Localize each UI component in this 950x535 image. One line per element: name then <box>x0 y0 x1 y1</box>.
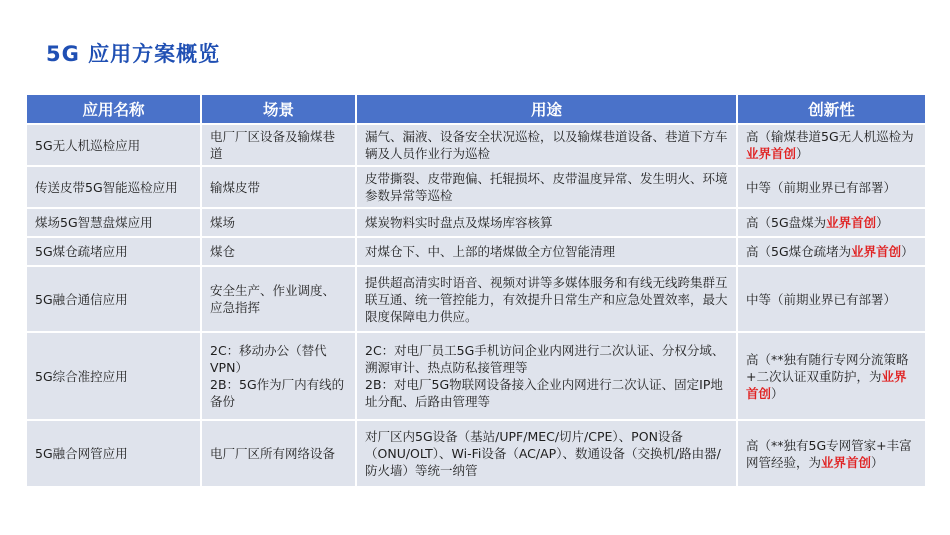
scene-cell <box>202 167 357 207</box>
app-name-cell: 5G煤仓疏堵应用 <box>27 238 202 265</box>
innovation-text: 中等（前期业界已有部署） <box>746 179 897 195</box>
page-title: 5G 应用方案概览 <box>46 42 221 66</box>
innovation-cell <box>738 267 925 331</box>
innovation-text-end: ） <box>901 244 914 259</box>
table-row <box>27 238 925 265</box>
industry-first-highlight: 业界首创 <box>746 368 907 401</box>
table-row <box>27 209 925 236</box>
usage-line: 2C：对电厂员工5G手机访问企业内网进行二次认证、分权分域、溯源审计、热点防私接管理等 <box>365 343 725 375</box>
innovation-text-end: ） <box>871 454 884 470</box>
usage-line: 2B：对电厂5G物联网设备接入企业内网进行二次认证、固定IP地址分配、后路由管理等 <box>365 377 723 409</box>
usage-line: 煤炭物料实时盘点及煤场库容核算 <box>365 215 553 230</box>
innovation-text: 中等（前期业界已有部署） <box>746 291 897 307</box>
usage-line: 漏气、漏液、设备安全状况巡检，以及输煤巷道设备、巷道下方车辆及人员作业行为巡检 <box>365 129 728 161</box>
app-name-cell: 煤场5G智慧盘煤应用 <box>27 209 202 236</box>
usage-cell <box>357 125 738 165</box>
table-row <box>27 421 925 486</box>
usage-line: 皮带撕裂、皮带跑偏、托辊损坏、皮带温度异常、发生明火、环境参数异常等巡检 <box>365 171 728 203</box>
header-scene: 场景 <box>202 95 357 123</box>
table-row <box>27 267 925 331</box>
usage-line: 提供超高清实时语音、视频对讲等多媒体服务和有线无线跨集群互联互通、统一管控能力，有效提升日常生产和应急处置效率，最大限度保障电力供应。 <box>365 274 728 324</box>
industry-first-highlight: 业界首创 <box>851 244 902 259</box>
usage-line: 对厂区内5G设备（基站/UPF/MEC/切片/CPE）、PON设备（ONU/OLT）、Wi-Fi设备（AC/AP）、数通设备（交换机/路由器/防火墙）等统一纳管 <box>365 429 721 478</box>
scene-line: 2C：移动办公（替代VPN） <box>210 343 327 375</box>
innovation-text-end: ） <box>771 385 784 401</box>
table-row <box>27 125 925 165</box>
usage-cell <box>357 209 738 236</box>
app-name-cell: 5G无人机巡检应用 <box>27 125 202 165</box>
scene-line: 2B：5G作为厂内有线的备份 <box>210 377 345 409</box>
innovation-cell <box>738 125 925 165</box>
table-row <box>27 333 925 419</box>
industry-first-highlight: 业界首创 <box>746 146 797 161</box>
innovation-cell <box>738 238 925 265</box>
innovation-cell <box>738 167 925 207</box>
innovation-text: 高（5G盘煤为 <box>746 215 827 230</box>
header-innovation: 创新性 <box>738 95 925 123</box>
app-name-cell: 5G融合通信应用 <box>27 267 202 331</box>
innovation-text-end: ） <box>796 146 809 161</box>
scene-cell <box>202 421 357 486</box>
scene-line: 煤场 <box>210 215 236 230</box>
table-row <box>27 167 925 207</box>
scene-line: 输煤皮带 <box>210 179 261 195</box>
scene-cell <box>202 209 357 236</box>
innovation-cell <box>738 209 925 236</box>
header-usage: 用途 <box>357 95 738 123</box>
innovation-text: 高（**独有5G专网管家+丰富网管经验，为 <box>746 437 912 470</box>
scene-line: 安全生产、作业调度、应急指挥 <box>210 283 336 315</box>
usage-cell <box>357 267 738 331</box>
usage-cell <box>357 333 738 419</box>
table-header-row <box>27 95 925 123</box>
scene-line: 煤仓 <box>210 244 236 259</box>
usage-cell <box>357 167 738 207</box>
application-table <box>27 93 925 488</box>
app-name-cell: 传送皮带5G智能巡检应用 <box>27 167 202 207</box>
innovation-cell <box>738 333 925 419</box>
usage-cell <box>357 421 738 486</box>
innovation-text-end: ） <box>876 215 889 230</box>
app-name-cell: 5G综合准控应用 <box>27 333 202 419</box>
scene-cell <box>202 333 357 419</box>
scene-line: 电厂厂区所有网络设备 <box>210 446 336 461</box>
industry-first-highlight: 业界首创 <box>826 215 877 230</box>
innovation-text: 高（输煤巷道5G无人机巡检为 <box>746 129 914 144</box>
innovation-text: 高（**独有随行专网分流策略+二次认证双重防护，为 <box>746 351 909 384</box>
scene-cell <box>202 238 357 265</box>
scene-cell <box>202 125 357 165</box>
industry-first-highlight: 业界首创 <box>821 454 872 470</box>
scene-cell <box>202 267 357 331</box>
innovation-text: 高（5G煤仓疏堵为 <box>746 244 852 259</box>
header-app-name: 应用名称 <box>27 95 202 123</box>
app-name-cell: 5G融合网管应用 <box>27 421 202 486</box>
innovation-cell <box>738 421 925 486</box>
usage-line: 对煤仓下、中、上部的堵煤做全方位智能清理 <box>365 244 616 259</box>
scene-line: 电厂厂区设备及输煤巷道 <box>210 129 336 161</box>
usage-cell <box>357 238 738 265</box>
